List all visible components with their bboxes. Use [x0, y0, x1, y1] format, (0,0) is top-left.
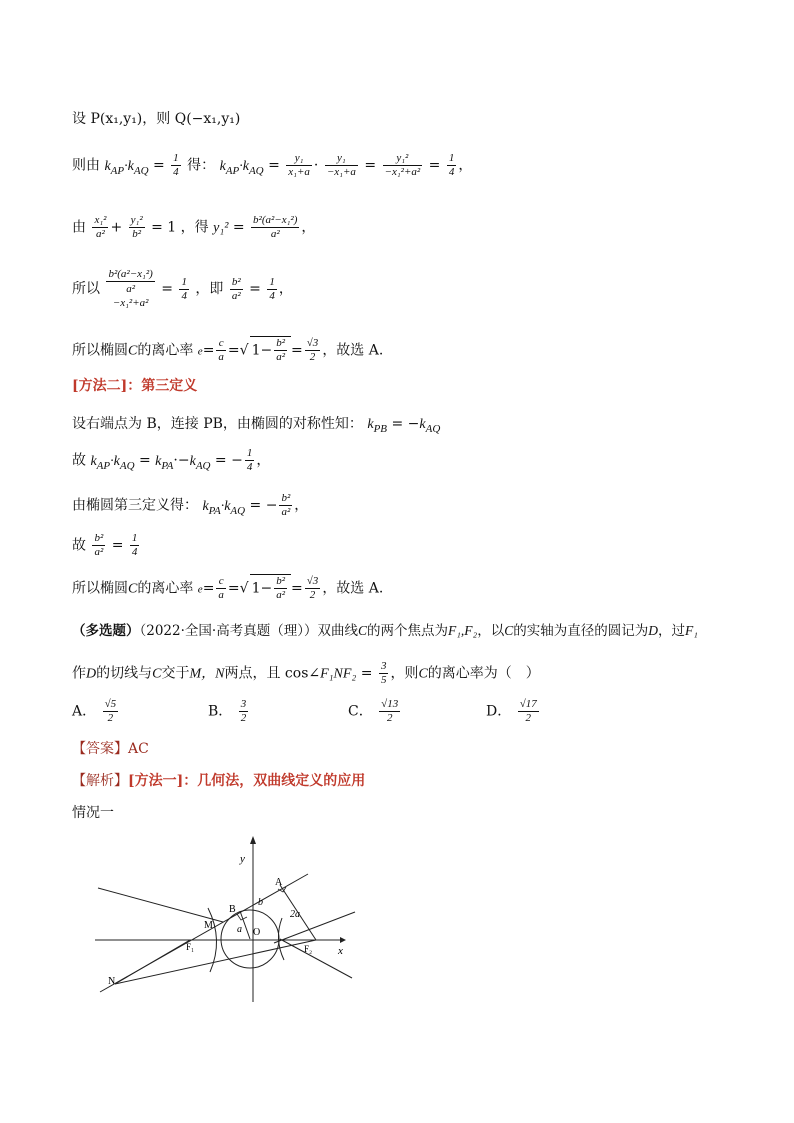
line-upper-left	[98, 888, 223, 922]
option-a[interactable]: A． $\frac{√5}{2}$	[72, 698, 117, 724]
option-label: B．	[208, 703, 233, 720]
q-text: 的实轴为直径的圆记为	[513, 623, 649, 639]
method2-line3: 由椭圆第三定义得： $k_{PA}\cdot k_{AQ}$ = − $\frac{\text{b²}}{\text{a²}}$ ，	[72, 492, 309, 518]
option-d[interactable]: D． $\frac{√17}{2}$	[486, 698, 537, 724]
label-f2: F₂	[304, 944, 313, 954]
label-f1: F₁	[186, 942, 195, 952]
line-prefix: 由	[72, 219, 86, 236]
case-label: 情况一	[72, 805, 114, 821]
method2-line1: 设右端点为 B，连接 PB，由椭圆的对称性知： $k_{PB} = -k_{AQ}$	[72, 416, 441, 435]
label-a: A	[275, 877, 283, 888]
line-mid: 的离心率	[137, 580, 194, 597]
line-mid: 的离心率	[137, 342, 194, 359]
question-line2: 作D的切线与C交于M，N两点，且 cos∠F₁NF₂ = $\frac{3}{5}$ ，则C的离心率为（ ）	[72, 660, 540, 686]
analysis-label: 【解析】	[72, 773, 128, 789]
line-prefix: 故	[72, 537, 86, 554]
q-text: 的离心率为（ ）	[427, 665, 540, 682]
eccentricity-line-1: 所以椭圆C的离心率 e= $\frac{c}{a}$ =√ 1− $\frac{\text{b²}}{\text{a²}}$ = $\frac{√3}{2}$ ，故选 A.	[72, 337, 384, 363]
method2-title: [方法二]：第三定义	[72, 378, 198, 394]
label-o: O	[253, 927, 261, 938]
label-a-side: a	[237, 924, 242, 935]
analysis-method: [方法一]：几何法，双曲线定义的应用	[128, 773, 366, 789]
answer-line: 【答案】AC	[72, 741, 149, 757]
q-text: 作	[72, 665, 86, 682]
q-text: ，则	[390, 665, 419, 682]
method2-line2: 故 $k_{AP}\cdot k_{AQ} = k_{PA}\cdot-k_{AQ}$ = − $\frac{1}{4}$ ，	[72, 447, 271, 473]
option-c[interactable]: C． $\frac{√13}{2}$	[348, 698, 399, 724]
line-prefix: 则由	[72, 157, 100, 174]
line-nf1	[115, 940, 190, 984]
y-axis-arrow	[250, 836, 256, 844]
q-text: 的切线与	[96, 665, 153, 682]
label-m: M	[204, 920, 213, 931]
line-prefix: 所以	[72, 281, 100, 297]
x-axis-arrow	[340, 937, 346, 943]
line-prefix: 所以椭圆	[72, 342, 128, 359]
line-prefix: 由椭圆第三定义得：	[72, 497, 198, 514]
line-suffix: ，故选 A.	[322, 580, 384, 597]
line-mid: ，得	[180, 219, 209, 236]
setup-line	[72, 108, 240, 128]
question-tag: （多选题）	[72, 623, 140, 639]
option-label: D．	[486, 703, 512, 720]
question-line1: （多选题）（2022·全国·高考真题（理））双曲线C的两个焦点为F₁,F₂，以C的实轴为直径的圆记为D，过F₁	[72, 623, 698, 639]
ellipse-eq-line: 由 $\frac{\text{x₁²}}{\text{a²}}$ + $\frac{\text{y₁²}}{\text{b²}}$ = 1 ，得 y₁² = $\frac{\text{b²(a²−x₁²)}}{\text{a²}}$ ，	[72, 214, 316, 240]
line-suffix: ，故选 A.	[322, 342, 384, 359]
q-text: 交于	[161, 665, 190, 682]
question-source: （2022·全国·高考真题（理））双曲线	[139, 623, 358, 639]
label-x: x	[338, 945, 343, 957]
substitution-line: 所以 b²(a²−x₁²) a² −x₁²+a² = $\frac{1}{4}$ ，即 $\frac{\text{b²}}{\text{a²}}$ = $\frac{1}{4}$ ，	[72, 268, 293, 309]
slope-product-line: 则由 $k_{AP}\cdot k_{AQ}$ = $\frac{1}{4}$ 得： $k_{AP}\cdot k_{AQ}$ = $\frac{\text{y₁}}{\text{x₁+a}}$ · $\frac{\text{y₁}}{\text{−x₁+a}}$ = $\frac{\text{y₁²}}{\text{−x₁²+a²}}$ = $\frac{1}{4}$ ，	[72, 152, 473, 178]
method2-line5: 所以椭圆C的离心率 e= $\frac{c}{a}$ =√ 1− $\frac{\text{b²}}{\text{a²}}$ = $\frac{√3}{2}$ ，故选 A.	[72, 575, 384, 601]
analysis-line	[72, 770, 365, 790]
label-b: B	[229, 904, 236, 915]
q-text: ，以	[477, 623, 505, 639]
q-text: 的两个焦点为	[366, 623, 448, 639]
option-b[interactable]: B． $\frac{3}{2}$	[208, 698, 247, 724]
option-label: C．	[348, 703, 373, 720]
line-mid: 得：	[187, 157, 216, 174]
option-label: A．	[72, 703, 97, 720]
hyperbola-figure	[90, 822, 360, 1012]
label-b-side: b	[258, 897, 263, 908]
label-n: N	[108, 976, 116, 987]
line-mid: ，即	[195, 281, 224, 297]
line-nf2	[115, 940, 316, 984]
label-y: y	[240, 853, 245, 865]
line-prefix: 故	[72, 452, 86, 469]
setup-text: 设 P(x₁,y₁)，则 Q(−x₁,y₁)	[72, 111, 241, 127]
q-text: 两点，且	[224, 665, 281, 682]
label-2a: 2a	[290, 909, 300, 920]
q-text: ，过	[658, 623, 685, 639]
method2-line4: 故 $\frac{\text{b²}}{\text{a²}}$ = $\frac{1}{4}$	[72, 532, 138, 558]
line-prefix: 所以椭圆	[72, 580, 128, 597]
line-text: 设右端点为 B，连接 PB，由椭圆的对称性知：	[72, 416, 363, 432]
